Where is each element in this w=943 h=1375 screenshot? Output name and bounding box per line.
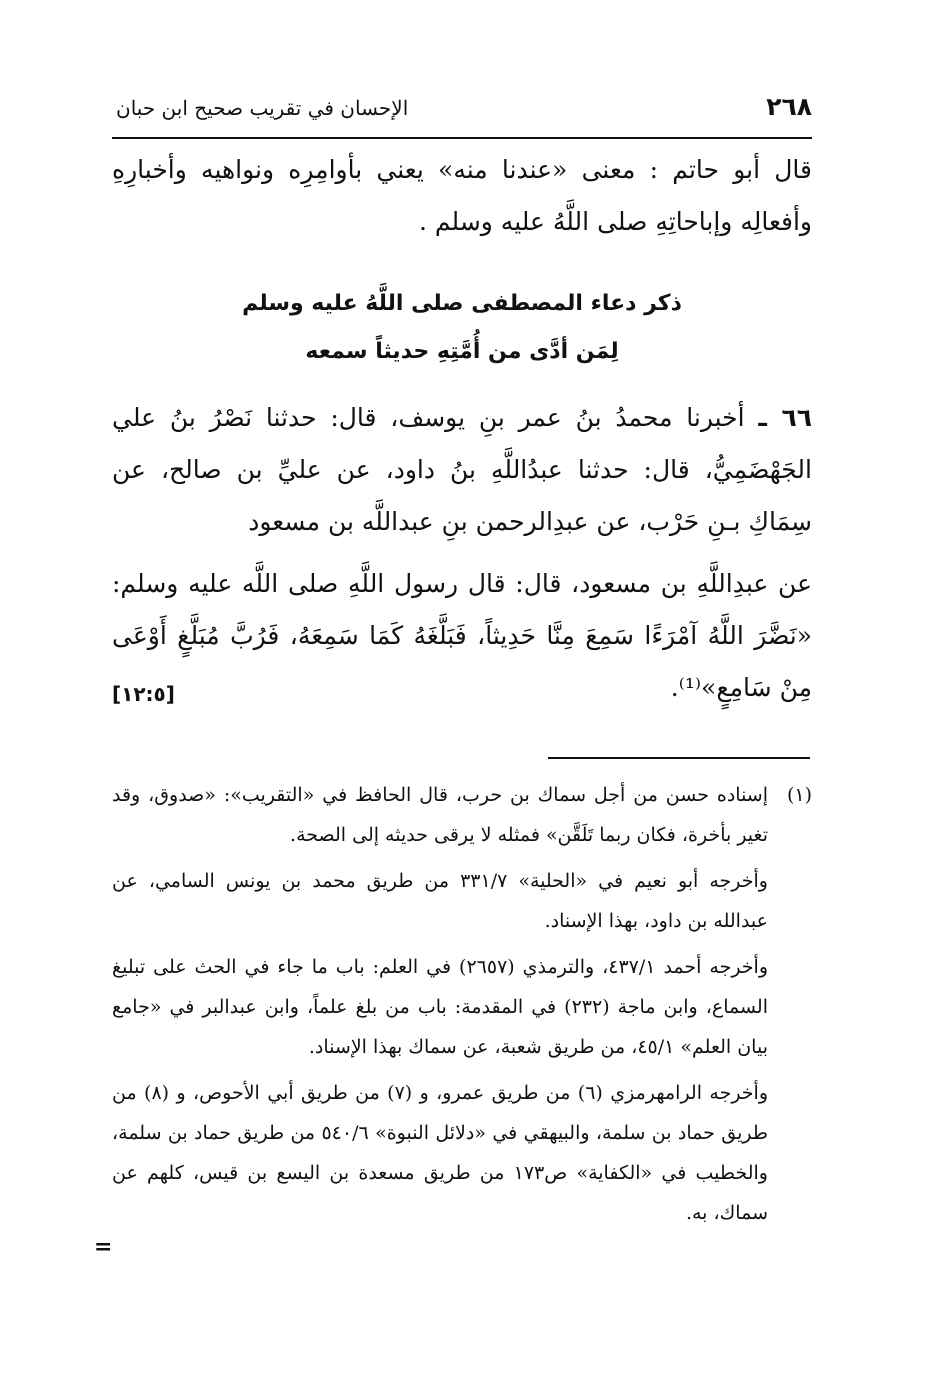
hadith-isnad: أخبرنا محمدُ بنُ عمر بنِ يوسف، قال: حدثنا نَصْرُ بنُ علي الجَهْضَمِيُّ، قال: حدثنا عبدُاللَّهِ بنُ داود، عن عليِّ بن صالح، عن سِمَاكِ بـنِ حَرْب، عن عبدِالرحمن بنِ عبداللَّه بن مسعود: [112, 403, 812, 536]
footnote-item: وأخرجه أبو نعيم في «الحلية» ٣٣١/٧ من طريق محمد بن يونس السامي، عن عبدالله بن داود، بهذا الإسناد.: [112, 870, 768, 932]
footnote-item: وأخرجه أحمد ٤٣٧/١، والترمذي (٢٦٥٧) في العلم: باب ما جاء في الحث على تبليغ السماع، وابن ماجة (٢٣٢) في المقدمة: باب من بلغ علماً، وابن عبدالبر في «جامع بيان العلم» ٤٥/١، من طريق شعبة، عن سماك بهذا الإسناد.: [112, 956, 768, 1058]
continuation-mark: =: [94, 1234, 113, 1260]
hadith-matn: عن عبدِاللَّهِ بن مسعود، قال: قال رسول اللَّهِ صلى اللَّه عليه وسلم: «نَضَّرَ اللَّهُ آمْرَءًا سَمِعَ مِنَّا حَدِيثاً، فَبَلَّغَهُ كَمَا سَمِعَهُ، فَرُبَّ مُبَلَّغٍ أَوْعَى مِنْ سَامِعٍ»⁽¹⁾.: [112, 569, 812, 702]
footnote-item: وأخرجه الرامهرمزي (٦) من طريق عمرو، و (٧) من طريق أبي الأحوص، و (٨) من طريق حماد بن سلمة، والبيهقي في «دلائل النبوة» ٥٤٠/٦ من طريق حماد بن سلمة، والخطيب في «الكفاية» ص١٧٣ من طريق مسعدة بن اليسع بن قيس، كلهم عن سماك، به.: [112, 1082, 769, 1224]
hadith-reference: [١٢:٥]: [112, 682, 175, 706]
page-header: [112, 90, 812, 130]
footnote-mark: (١): [786, 784, 812, 806]
heading-line-2: لِمَن أدَّى من أُمَّتِهِ حديثاً سمعه: [305, 339, 619, 364]
footnotes: [112, 775, 812, 1239]
header-rule: [112, 137, 812, 139]
page-number: ٢٦٨: [766, 92, 812, 121]
footnote-separator: [548, 757, 810, 759]
chapter-heading: [112, 280, 812, 376]
hadith-number: ٦٦ ـ: [758, 403, 812, 432]
footnote-text: إسناده حسن من أجل سماك بن حرب، قال الحافظ في «التقريب»: «صدوق، وقد تغير بأخرة، فكان ربما تَلَقَّن» فمثله لا يرقى حديثه إلى الصحة.: [112, 784, 768, 846]
heading-line-1: ذكر دعاء المصطفى صلى اللَّهُ عليه وسلم: [242, 291, 682, 316]
intro-paragraph: قال أبو حاتم : معنى «عندنا منه» يعني بأوامِرِه ونواهيه وأخبارِهِ وأفعالِه وإباحاتِهِ صلى اللَّهُ عليه وسلم .: [112, 155, 812, 236]
footnote-item: [112, 775, 812, 855]
running-title: الإحسان في تقريب صحيح ابن حبان: [116, 96, 409, 120]
hadith-isnad-paragraph: [112, 392, 812, 548]
